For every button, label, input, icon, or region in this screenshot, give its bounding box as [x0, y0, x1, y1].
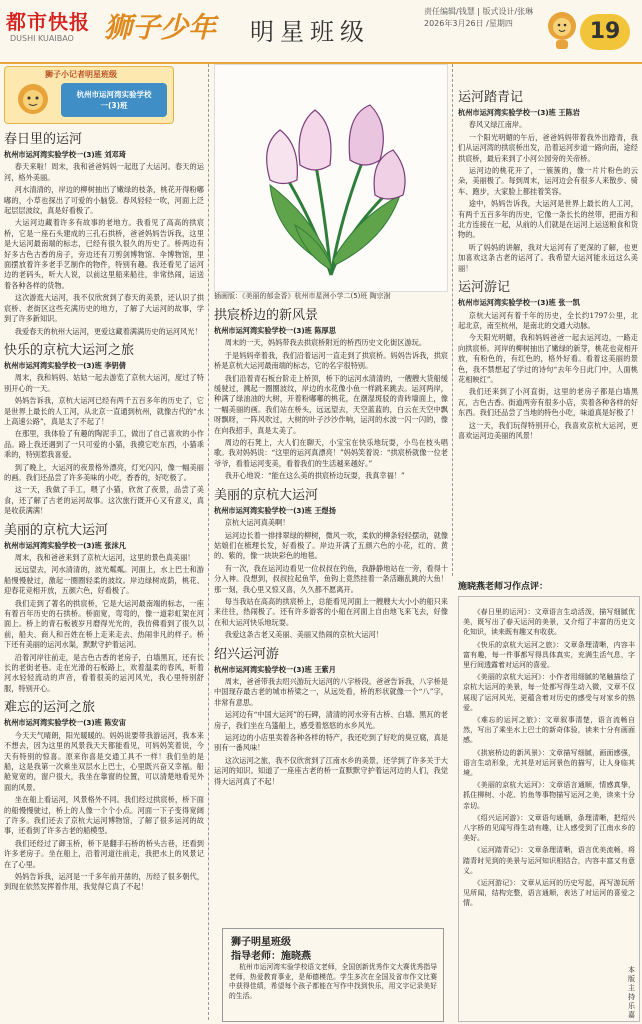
tutor-name: 指导老师：施晓燕: [231, 951, 311, 962]
lion-mascot-icon: [546, 10, 578, 50]
article-paragraph: 坐在船上看运河，风景格外不同。我们经过拱宸桥，桥下面的船慢慢驶过，桥上的人像一个个小点。河面一下子变得宽阔了许多。我们还去了京杭大运河博物馆，了解了很多运河的故事，还看到了许多古老的船模型。: [4, 795, 204, 836]
editors-line: 责任编辑/钱慧 | 版式设计/张琳: [424, 7, 534, 16]
article-paragraph: 京杭大运河真美啊！: [224, 518, 290, 528]
tutor-bio: 杭州市运河湾实验学校语文老师，全国创新优秀作文大赛优秀指导老师，热爱教育事业，是师德模范。学生多次在全国及省市作文比赛中获得佳绩，希望每个孩子都能在写作中找到快乐，用文字记录美好的生活。: [229, 963, 437, 1000]
right-column: [458, 84, 638, 574]
article-paragraph: 沿着河岸往前走，是古色古香的老房子，白墙黑瓦，还有长长的老街老巷。走在光滑的石板路上，欢着温柔的春风，听着河水轻轻流动的声音，看着很美的运河风光，我心里特别舒服，特别开心。: [4, 652, 204, 693]
article-byline: 杭州市运河湾实验学校一(3)班 陈安宙: [4, 718, 126, 728]
teacher-review-box: [458, 596, 640, 1022]
article-paragraph: 于是妈妈牵着我，我们沿着运河一直走到了拱宸桥。妈妈告诉我，拱宸桥是京杭大运河最南端的标志，它的名字很特别。: [214, 350, 448, 371]
tutor-box-title: 狮子明星班级: [231, 937, 291, 948]
article-title: 运河游记: [458, 280, 511, 296]
review-item: 《春日里的运河》：文章语言生动活泼，描写细腻优美，既写出了春天运河的美景，又介绍了丰富的历史文化知识，读来既有趣又有收获。: [463, 608, 635, 637]
article-byline: 杭州市运河湾实验学校一(3)班 陈厚思: [214, 326, 336, 335]
class-name: 一(3)班: [100, 101, 128, 110]
article-paragraph: 运河边的桃花开了，一簇簇的，像一片片粉色的云朵，美丽极了。每到周末，运河边会有很多人来散步、骑车、跑步，大家脸上都挂着笑容。: [458, 166, 638, 196]
article-paragraph: 今天阳光明媚，我和妈妈爸爸一起去运河边，一路走向拱宸桥。河岸的柳树抽出了嫩绿的新芽，桃花也竞相开放，有粉色的，有红色的，格外好看。看着这美丽的景色，我不禁想起了学过的诗句“去年今日此门中，人面桃花相映红”。: [458, 333, 638, 384]
article-paragraph: 我爱这条古老又美丽、美丽又热闹的京杭大运河！: [224, 630, 383, 640]
review-item: 《运河踏青记》：文章条理清晰，语言优美流畅，将踏青时见到的美景与运河知识相结合，内容丰富又有意义。: [463, 846, 635, 875]
article-paragraph: 运河边长着一排排翠绿的柳树，微风一吹，柔软的柳条轻轻摆动，就像姑娘们在梳理长发，好看极了。岸边开满了五颜六色的小花，红的、黄的、紫的，像一块块彩色的地毯。: [214, 530, 448, 561]
article-paragraph: 我们还经过了御玉桥，桥下是翻手石桥的桥头古巷，还看到许多老房子。坐在船上，沿着河道往前走，我把水上的风景记在了心里。: [4, 838, 204, 869]
article-title: 运河踏青记: [458, 90, 524, 105]
article-paragraph: 有一次，我在运河边看见一位叔叔在钓鱼，我静静地站在一旁，看得十分入神。没想到，叔叔拉起鱼竿，鱼钩上竟然挂着一条活蹦乱跳的大鱼！那一刻，我心里又惊又喜，久久都不愿离开。: [214, 563, 448, 594]
column-title: 狮子少年: [104, 11, 217, 44]
article-paragraph: 周末，我和妈妈、姑姑一起去游览了京杭大运河，度过了特别开心的一天。: [4, 373, 204, 393]
article-title: 春日里的运河: [4, 132, 83, 147]
school-banner: [4, 66, 174, 124]
review-item: 《美丽的京杭大运河》：小作者用细腻的笔触描绘了京杭大运河的美景，每一处都写得生动入微，文章不仅展现了运河风光，更蕴含着对历史的感受与对家乡的热爱。: [463, 673, 635, 712]
page-number: 19: [580, 14, 630, 50]
article-paragraph: 这一天，我做了手工，喂了小猫，欣赏了夜景，品尝了美食，还了解了古老的运河故事。这次旅行既开心又有意义，真是收获满满！: [4, 485, 204, 516]
article: [214, 647, 448, 787]
article-paragraph: 我爱春天的杭州大运河，更爱这藏着满满历史的运河风光！: [14, 326, 202, 336]
article-paragraph: 妈妈告诉我，京杭大运河已经有两千五百多年的历史了，它是世界上最长的人工河，从北京一直通到杭州，就像古代的“水上高速公路”，真是太了不起了！: [4, 396, 204, 426]
article: [458, 90, 638, 274]
tulip-illustration: [214, 64, 448, 292]
newspaper-logo: 都市快报: [6, 10, 90, 34]
page-editor-credit: 本版主持 乐嘉: [628, 966, 635, 1019]
article-paragraph: 在那里，我体验了有趣的陶泥手工，做出了自己喜欢的小作品。路上我还遇到了一只可爱的小猫，我摸它吃东西，小猫乖乖的，特别惹我喜爱。: [4, 429, 204, 460]
review-item: 《绍兴运河游》：文章语句通顺，条理清晰，把绍兴八字桥的见闻写得生动有趣，让人感受到了江南水乡的美好。: [463, 813, 635, 843]
article-paragraph: 运河边的小店里卖着各种各样的特产，我还吃到了好吃的臭豆腐，真是别有一番风味！: [214, 733, 448, 753]
article-paragraph: 周末，我和爸爸来到了京杭大运河，这里的景色真美丽！: [14, 553, 195, 562]
illustration-caption: 插画版：《美丽的郁金香》杭州市星洲小学二(5)班 陶宗澍: [214, 292, 391, 300]
article-paragraph: 我们还来到了小河直街，这里的老房子都是白墙黑瓦，古色古香。街道两旁有很多小店，卖着各种各样的好东西。我们还品尝了当地的特色小吃，味道真是好极了！: [458, 387, 638, 418]
review-title: 施晓燕老师习作点评：: [458, 582, 549, 592]
review-item: 《快乐的京杭大运河之旅》：文章条理清晰，内容丰富有趣，每一件事都写得具体真实，充满生活气息，字里行间透露着对运河的喜爱。: [463, 640, 635, 670]
review-item: 《美丽的京杭大运河》：文章语言通顺，情感真挚，抓住柳树、小花、钓鱼等事物描写运河之美，读来十分亲切。: [463, 781, 635, 810]
article-paragraph: 听了妈妈的讲解，我对大运河有了更深的了解，也更加喜欢这条古老的运河了。我希望大运河能永远这么美丽！: [458, 242, 638, 273]
article-paragraph: 周末的一天，妈妈带我去拱宸桥附近的桥西历史文化街区游玩。: [224, 338, 427, 348]
article: [214, 308, 448, 482]
article-title: 绍兴运河游: [214, 646, 280, 662]
article-paragraph: 到了晚上，大运河的夜景格外漂亮，灯光闪闪，像一幅美丽的画。我们还品尝了许多美味的小吃，香香的，好吃极了。: [4, 462, 204, 482]
article-paragraph: 我开心地说：“能在这么美的拱宸桥边玩耍，我真幸福！”: [224, 471, 405, 481]
article-byline: 杭州市运河湾实验学校一(3)班 王陈岩: [458, 108, 580, 117]
article-paragraph: 这次运河之旅，我不仅欣赏到了江南水乡的美景，还学到了许多关于大运河的知识。知道了一座座古老的桥一直默默守护着运河边的人们，我觉得大运河真了不起！: [214, 755, 448, 786]
article-title: 拱宸桥边的新风景: [214, 308, 319, 323]
middle-column: [214, 302, 448, 924]
article-paragraph: 每当我站在高高的拱宸桥上，总能看见河面上一艘艘大大小小的船只来来往往，热闹极了。还有许多游客的小船在河面上自由地飞来飞去，好像在和大运河快乐地玩耍。: [214, 596, 448, 627]
header-info: [424, 6, 533, 30]
article-byline: 杭州市运河湾实验学校一(3)班 王紫月: [214, 664, 336, 674]
article: [4, 343, 204, 517]
article-paragraph: 大运河边藏着许多有故事的老地方。我看见了高高的拱宸桥，它是一座石头建成的三孔石拱桥，爸爸妈妈告诉我，这里是大运河最南端的标志，已经有很久很久的历史了。桥两边有好多古色古香的房子，旁边还有刀剪剑博物馆、伞博物馆，里面摆放着许多老手艺制作的物件，特别有趣。我还看见了运河边的老码头，听大人说，以前这里船来船往，非常热闹，运送着各种各样的货物。: [4, 218, 204, 290]
article: [4, 523, 204, 695]
newspaper-logo-sub: DUSHI KUAIBAO: [10, 34, 74, 43]
article-paragraph: 妈妈告诉我，运河是一千多年前开凿的，历经了很多朝代，到现在依然发挥着作用，我觉得它真了不起！: [4, 871, 204, 892]
article-byline: 杭州市运河湾实验学校一(3)班 王煜扬: [214, 505, 336, 515]
review-item: 《难忘的运河之旅》：文章叙事清楚，语言流畅自然，写出了乘坐水上巴士的新奇体验，读来十分有画面感。: [463, 716, 635, 745]
article-paragraph: 途中，妈妈告诉我，大运河是世界上最长的人工河，有两千五百多年的历史，它像一条长长的丝带，把南方和北方连接在一起，从前的人们就是在运河上运送粮食和货物的。: [458, 199, 638, 240]
article-title: 美丽的京杭大运河: [4, 522, 109, 538]
article-byline: 杭州市运河湾实验学校一(3)班 张一凯: [458, 298, 580, 308]
column-divider-right: [452, 64, 453, 576]
article-paragraph: 河水清清的，岸边的柳树抽出了嫩绿的枝条，桃花开得粉嘟嘟的，小草也探出了可爱的小脑袋。春风轻轻一吹，河面上泛起层层波纹，真是好看极了。: [4, 185, 204, 216]
date-line: 2026年3月26日 /星期四: [424, 19, 513, 28]
article: [214, 488, 448, 641]
review-item: 《运河游记》：文章从运河的历史写起，再写游玩所见所闻，结构完整，语言通顺，表达了对运河的喜爱之情。: [463, 879, 635, 908]
school-name-badge: [61, 83, 167, 117]
article-paragraph: 春风又绿江南岸。: [468, 120, 527, 130]
article-title: 快乐的京杭大运河之旅: [4, 342, 135, 358]
article-paragraph: 一个阳光明媚的午后，爸爸妈妈带着我外出踏青，我们从运河湾的拱宸桥出发，沿着运河步道一路向南，途经拱宸桥，最后来到了小河公园旁的关帝桥。: [458, 132, 638, 163]
article-byline: 杭州市运河湾实验学校一(3)班 李钥倩: [4, 360, 126, 370]
column-divider-left: [208, 64, 209, 1020]
article-paragraph: 京杭大运河有着千年的历史，全长约1797公里，北起北京，南至杭州，是南北的交通大动脉。: [458, 310, 638, 330]
article-title: 美丽的京杭大运河: [214, 487, 319, 503]
article-paragraph: 我们走到了著名的拱宸桥，它是大运河最南端的标志，一座有着百年历史的石拱桥。桥面宽，弯弯的，像一道彩虹架在河面上。桥上的青石板被岁月磨得光光的，我仿佛看到了很久以前，船夫、商人和百姓在桥上走来走去、热闹非凡的样子。桥下还有美丽的运河水渠，默默守护着运河。: [4, 598, 204, 650]
article-paragraph: 周边的石凳上，大人们在聊天，小宝宝在快乐地玩耍，小鸟在枝头唱歌。我对妈妈说：“这里的运河真漂亮！”妈妈笑着说：“拱宸桥就像一位老爷爷，看着运河变美，看着我们的生活越来越好。”: [214, 438, 448, 468]
article-paragraph: 周末，爸爸带我去绍兴游玩大运河的八字桥段。爸爸告诉我，八字桥是中国现存最古老的城市桥梁之一，从远处看，桥的形状就像一个“八”字，非常有意思。: [214, 676, 448, 707]
tutor-box: [222, 928, 444, 1022]
article-title: 难忘的运河之旅: [4, 700, 96, 716]
article-paragraph: 今天天气晴朗，阳光暖暖的。妈妈说要带我游运河，我本来不想去，因为这里的风景我天天都能看见，可妈妈笑着说，今天有特别的惊喜。原来你喜是交通工具不一样！我们坐的是船，这是我第一次乘坐双层水上巴士，心里既兴奋又幸福。船舱宽宽的，窗户很大，我坐在靠窗的位置，可以清楚地看见外面的风景。: [4, 730, 204, 792]
article-byline: 杭州市运河湾实验学校一(3)班 刘邓琦: [4, 150, 126, 159]
lion-reporter-icon: [11, 81, 55, 119]
article-byline: 杭州市运河湾实验学校一(3)班 张沫凡: [4, 540, 126, 550]
article: [458, 280, 638, 441]
article-paragraph: 我们沿着青石板台阶走上桥顶，桥下的运河水清清的，一艘艘大货船缓缓驶过，溅起一圈圈波纹，岸边的水花像小鱼一样跳来跳去。运河两岸，种满了绿油油的大树，开着粉嘟嘟的桃花，在潮湿斑驳的青砖墙面上，像一幅美丽的画。我们站在桥头，远远望去，天空蓝蓝的，白云在天空中飘呀飘呀，一阵风吹过，大树的叶子沙沙作响，运河的水波一闪一闪的，像在向我招手，真是太美了。: [214, 373, 448, 435]
article-paragraph: 远远望去，河水清清的，波光粼粼。河面上，水上巴士和游船慢慢驶过，激起一圈圈轻柔的波纹。岸边绿树成荫，桃花、迎春花竞相开放，五颜六色，好看极了。: [4, 565, 204, 596]
article-paragraph: 这一天，我们玩得特别开心，我喜欢京杭大运河，更喜欢运河边美丽的风景！: [458, 420, 638, 440]
article-paragraph: 这次游逛大运河，我不仅欣赏到了春天的美景，还认识了拱宸桥、老街区这些充满历史的地方，了解了大运河的故事，学到了许多新知识。: [4, 293, 204, 324]
review-item: 《拱宸桥边的新风景》：文章描写细腻，画面感强，语言生动形象，尤其是对运河景色的描写，让人身临其境。: [463, 748, 635, 778]
page-header: [0, 0, 642, 64]
left-column: [4, 126, 204, 1020]
section-title: 明星班级: [250, 18, 370, 46]
article-paragraph: 春天来啦！周末，我和爸爸妈妈一起逛了大运河。春天的运河，格外美丽。: [4, 162, 204, 182]
article: [4, 132, 204, 337]
article-paragraph: 运河边有“中国大运河”的石碑，清清的河水旁有古桥、白墙、黑瓦的老房子，我们坐在乌篷船上，感受着悠悠的水乡风光。: [214, 710, 448, 730]
school-banner-label: 狮子小记者明星班级: [45, 70, 117, 79]
school-name: 杭州市运河湾实验学校: [76, 90, 152, 99]
article: [4, 700, 204, 893]
